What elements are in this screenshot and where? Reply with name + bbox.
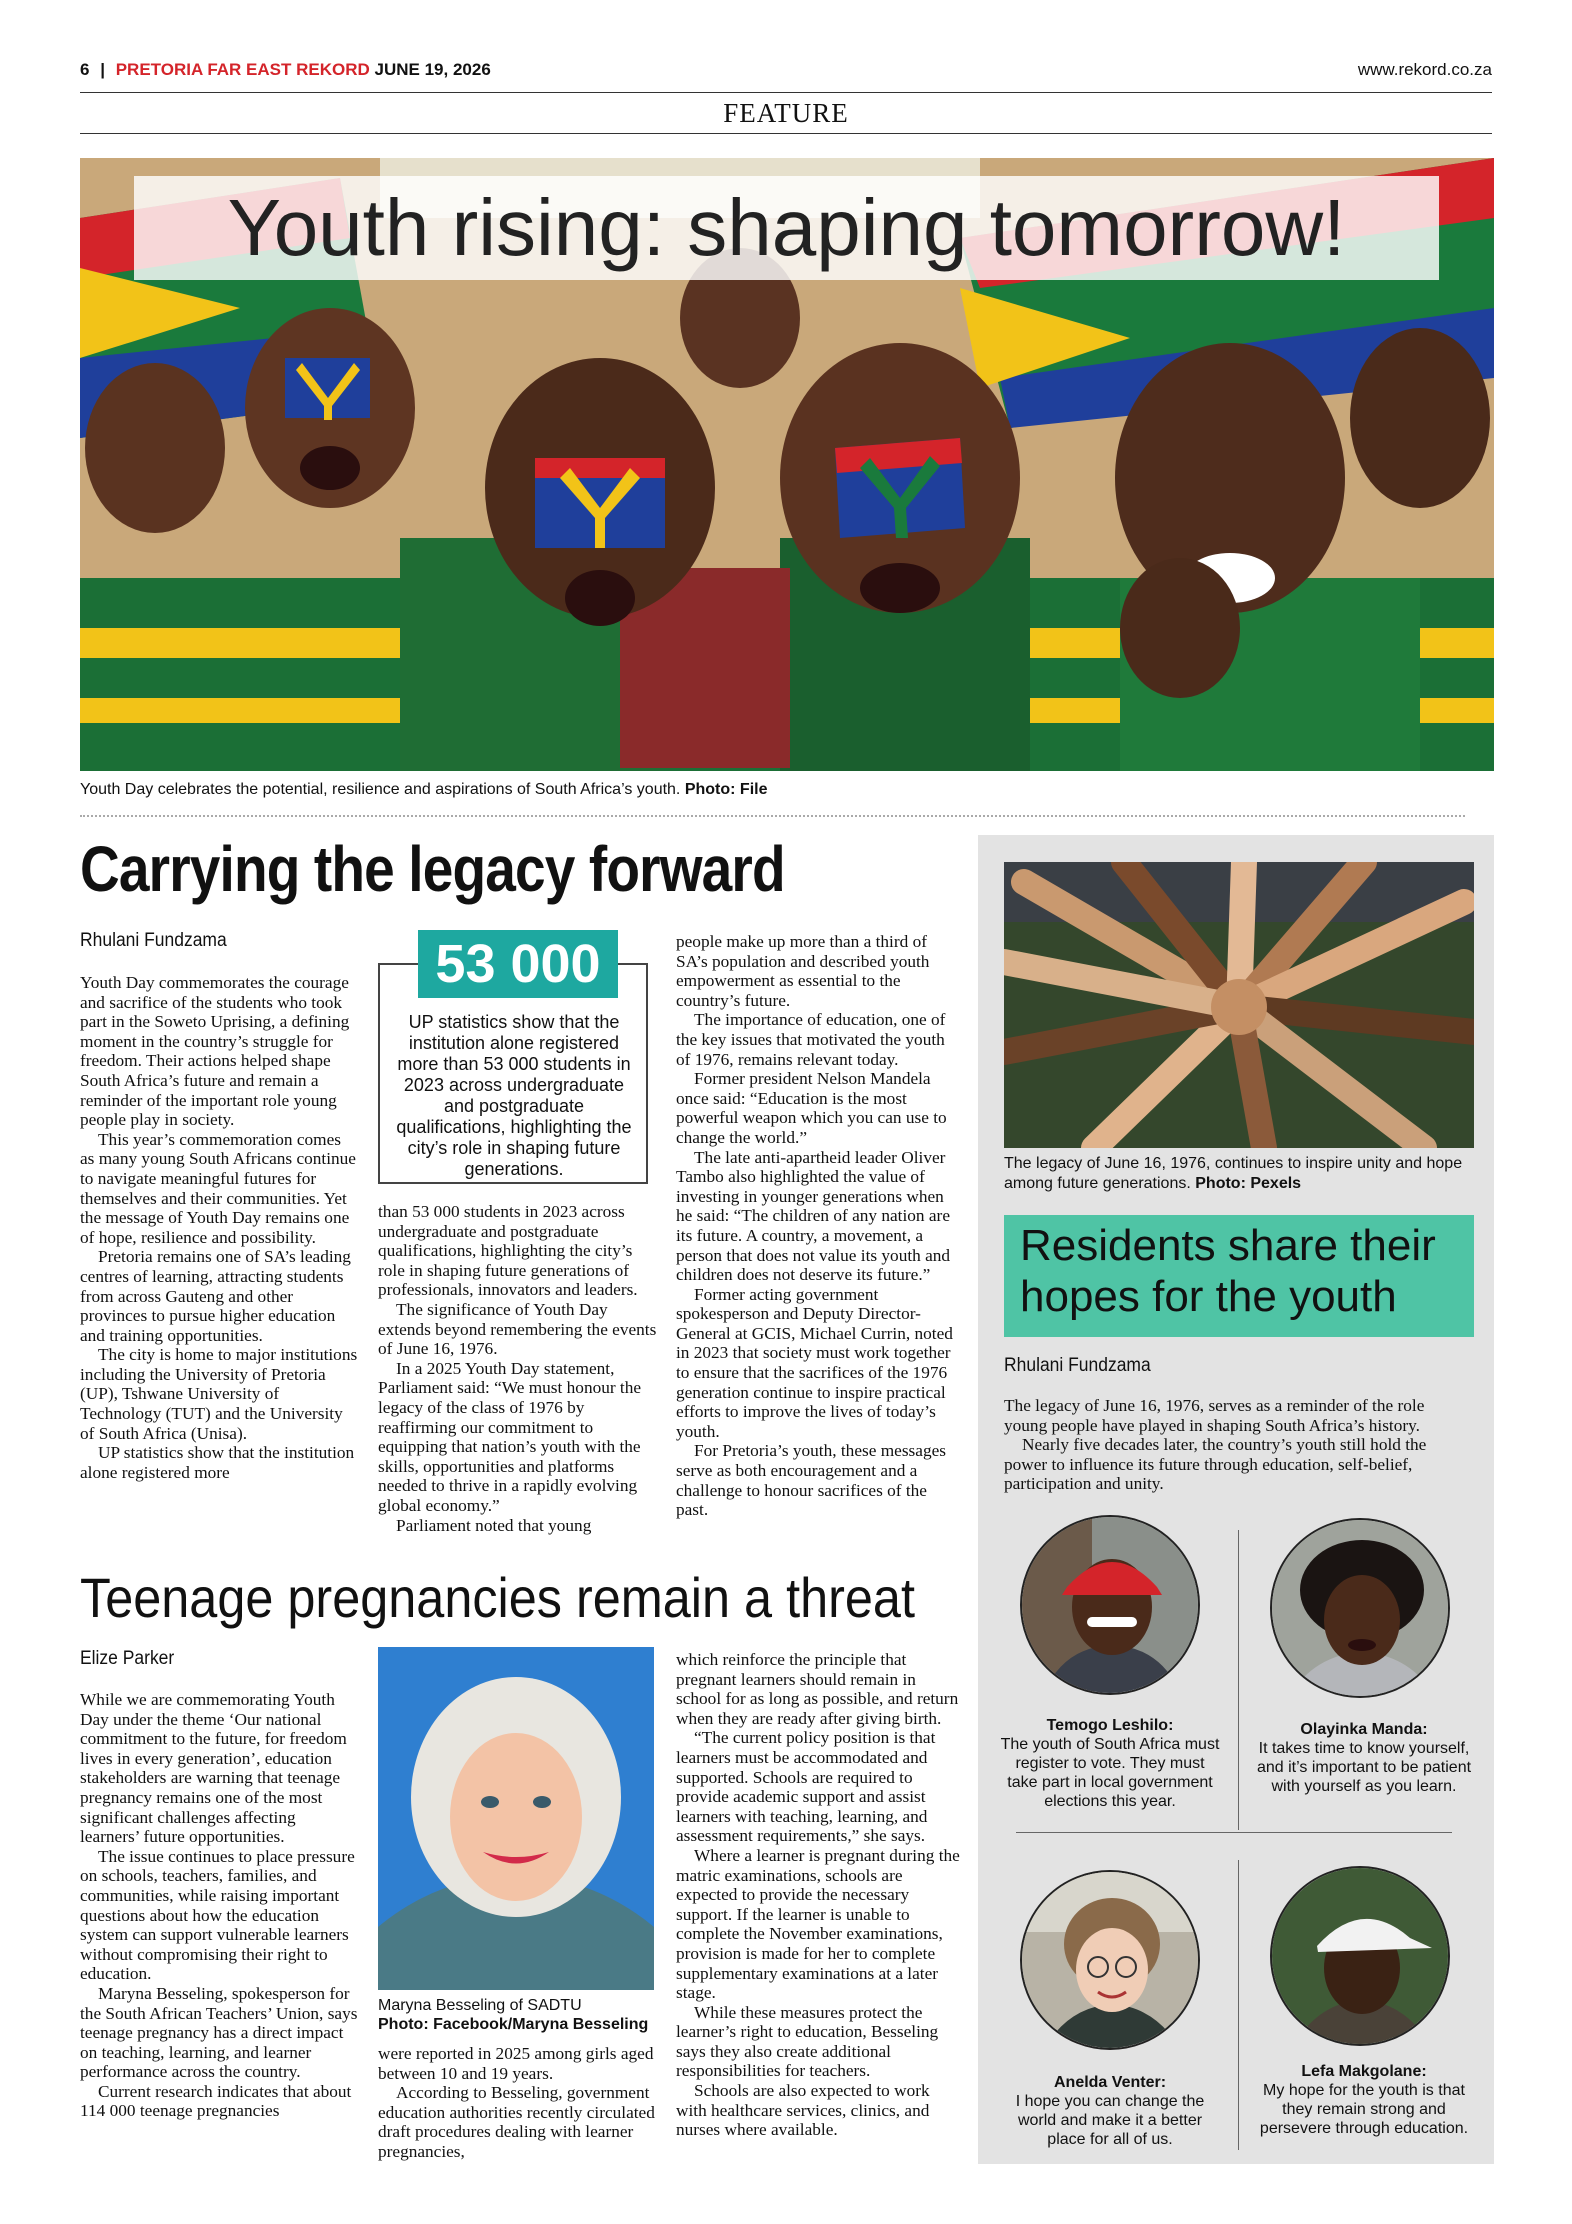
paragraph: The importance of education, one of the key issues that motivated the youth of 1976, remains relevant today. xyxy=(676,1010,946,1069)
paragraph: While these measures protect the learner’s right to education, Besseling says they also create additional responsibilities for teachers. xyxy=(676,2002,939,2081)
paragraph: The issue continues to place pressure on schools, teachers, families, and communities, while raising important questions about how the education system can support vulnerable learners without compromising their right to education. xyxy=(80,1846,355,1984)
main-byline: Rhulani Fundzama xyxy=(80,930,227,951)
besseling-caption-text: Maryna Besseling of SADTU xyxy=(378,1997,582,2014)
resident-name: Lefa Makgolane: xyxy=(1301,2063,1427,2080)
teen-column-1 xyxy=(80,1690,358,2121)
hero-caption-text: Youth Day celebrates the potential, resilience and aspirations of South Africa’s youth. xyxy=(80,781,681,798)
residents-byline: Rhulani Fundzama xyxy=(1004,1355,1151,1376)
paragraph: UP statistics show that the institution alone registered more xyxy=(80,1443,355,1482)
hero-caption xyxy=(80,781,767,799)
hands-caption-text: The legacy of June 16, 1976, continues to inspire unity and hope among future generations. xyxy=(1004,1155,1463,1192)
paragraph: This year’s commemoration comes as many young South Africans continue to navigate meaningful futures for themselves and their communities. Yet the message of Youth Day remains one of hope, resilience and possibility. xyxy=(80,1129,356,1247)
residents-intro xyxy=(1004,1396,1466,1494)
issue-date: JUNE 19, 2026 xyxy=(374,60,491,79)
quote-olayinka-manda xyxy=(1254,1720,1474,1796)
paragraph: In a 2025 Youth Day statement, Parliament said: “We must honour the legacy of the class of 1976 by reaffirming our commitment to equipping that nation’s youth with the skills, opportunities and platforms needed to thrive in a rapidly evolving global economy.” xyxy=(378,1358,642,1515)
avatar-lefa-makgolane xyxy=(1270,1866,1450,2046)
hero-caption-credit: Photo: File xyxy=(684,781,768,798)
residents-headline: Residents share their hopes for the youth xyxy=(1020,1221,1436,1321)
resident-name: Olayinka Manda: xyxy=(1300,1721,1428,1738)
portrait-illustration xyxy=(1022,1872,1200,2050)
portrait-illustration xyxy=(1272,1868,1450,2046)
quote-temogo-leshilo xyxy=(1000,1716,1220,1811)
main-headline: Carrying the legacy forward xyxy=(80,833,785,905)
paragraph: The significance of Youth Day extends beyond remembering the events of June 16, 1976. xyxy=(378,1299,657,1359)
resident-name: Anelda Venter: xyxy=(1053,2074,1167,2091)
paragraph: The late anti-apartheid leader Oliver Tambo also highlighted the value of investing in younger generations when he said: “The children of any nation are its future. A country, a movement, a person that does not value its youth and children does not deserve its future.” xyxy=(676,1147,951,1285)
main-column-1 xyxy=(80,973,358,1482)
paragraph: Nearly five decades later, the country’s youth still hold the power to influence its future through education, self-belief, participation and unity. xyxy=(1004,1435,1427,1494)
paragraph: people make up more than a third of SA’s population and described youth empowerment as essential to the country’s future. xyxy=(676,932,930,1010)
page-header-left xyxy=(80,60,491,80)
hands-photo-caption xyxy=(1004,1154,1474,1194)
hands-caption-credit: Photo: Pexels xyxy=(1195,1175,1302,1192)
paragraph: According to Besseling, government education authorities recently circulated draft procedures dealing with learner pregnancies, xyxy=(378,2083,655,2161)
paragraph: which reinforce the principle that pregnant learners should remain in school for as long as possible, and return when they are ready after giving birth. xyxy=(676,1650,959,1728)
teen-headline: Teenage pregnancies remain a threat xyxy=(80,1566,915,1629)
paragraph: The city is home to major institutions including the University of Pretoria (UP), Tshwane University of Technology (TUT) and the University of South Africa (Unisa). xyxy=(80,1345,358,1443)
header-rule xyxy=(80,92,1492,93)
paragraph: were reported in 2025 among girls aged between 10 and 19 years. xyxy=(378,2044,654,2083)
besseling-caption xyxy=(378,1996,668,2034)
paragraph: “The current policy position is that learners must be accommodated and supported. Schools are required to provide academic support and assist learners with teaching, learning, and assessment requirements,” she says. xyxy=(676,1728,936,1846)
portrait-illustration xyxy=(1022,1517,1200,1695)
portrait-divider-vertical xyxy=(1238,1530,1239,1830)
avatar-temogo-leshilo xyxy=(1020,1515,1200,1695)
header-rule-bottom xyxy=(80,133,1492,134)
page-number: 6 xyxy=(80,60,90,79)
resident-quote: I hope you can change the world and make it a better place for all of us. xyxy=(1015,2093,1205,2148)
paragraph: Youth Day commemorates the courage and sacrifice of the students who took part in the Soweto Uprising, a defining moment in the country’s struggle for freedom. Their actions helped shape South Africa’s future and remain a reminder of the important role young people play in society. xyxy=(80,973,350,1130)
website-link[interactable]: www.rekord.co.za xyxy=(1357,60,1492,79)
section-divider xyxy=(80,815,1465,817)
paragraph: For Pretoria’s youth, these messages serve as both encouragement and a challenge to honour sacrifices of the past. xyxy=(676,1441,946,1520)
main-column-3 xyxy=(676,932,960,1520)
resident-quote: My hope for the youth is that they remain strong and persevere through education. xyxy=(1259,2082,1469,2137)
paragraph: Maryna Besseling, spokesperson for the South African Teachers’ Union, says teenage pregnancy has a direct impact on teaching, learning, and learner performance across the country. xyxy=(80,1983,358,2082)
avatar-olayinka-manda xyxy=(1270,1518,1450,1698)
teen-column-2 xyxy=(378,2044,658,2162)
paragraph: than 53 000 students in 2023 across undergraduate and postgraduate qualifications, highlighting the city’s role in shaping future generations of professionals, innovators and leaders. xyxy=(378,1202,638,1300)
besseling-illustration xyxy=(378,1647,654,1990)
paragraph: Former president Nelson Mandela once said: “Education is the most powerful weapon which you can use to change the world.” xyxy=(676,1069,947,1147)
teen-column-3 xyxy=(676,1650,960,2140)
paragraph: Current research indicates that about 114 000 teenage pregnancies xyxy=(80,2081,352,2121)
stat-number: 53 000 xyxy=(435,934,601,994)
paragraph: Former acting government spokesperson and Deputy Director-General at GCIS, Michael Currin, noted in 2023 that society must work together to ensure that the sacrifices of the 1976 generation continue to inspire practical efforts to improve the lives of today’s youth. xyxy=(676,1284,953,1441)
avatar-anelda-venter xyxy=(1020,1870,1200,2050)
paragraph: Pretoria remains one of SA’s leading centres of learning, attracting students from across Gauteng and other provinces to pursue higher education and training opportunities. xyxy=(80,1247,351,1345)
section-label: FEATURE xyxy=(723,98,849,128)
resident-quote: The youth of South Africa must register to vote. They must take part in local government elections this year. xyxy=(1000,1736,1220,1810)
hands-photo xyxy=(1004,862,1474,1148)
hands-illustration xyxy=(1004,862,1474,1148)
main-column-2 xyxy=(378,1202,658,1535)
paragraph: Parliament noted that young xyxy=(396,1515,592,1535)
teen-byline: Elize Parker xyxy=(80,1648,175,1669)
portrait-divider-horizontal xyxy=(1016,1832,1452,1833)
quote-anelda-venter xyxy=(1000,2073,1220,2149)
stat-text: UP statistics show that the institution alone registered more than 53 000 students in 2023 across undergraduate and postgraduate qualifications, highlighting the city’s role in shaping future generations. xyxy=(396,1012,632,1179)
publication-name: PRETORIA FAR EAST REKORD xyxy=(115,60,370,79)
header-separator: | xyxy=(100,60,105,79)
portrait-divider-vertical-lower xyxy=(1238,1860,1239,2150)
portrait-illustration xyxy=(1272,1520,1450,1698)
quote-lefa-makgolane xyxy=(1254,2062,1474,2138)
besseling-photo xyxy=(378,1647,654,1990)
hero-title: Youth rising: shaping tomorrow! xyxy=(227,183,1346,272)
paragraph: While we are commemorating Youth Day under the theme ‘Our national commitment to the future, for freedom lives in every generation’, education stakeholders are warning that teenage pregnancy remains one of the most significant challenges affecting learners’ future opportunities. xyxy=(80,1690,347,1847)
paragraph: The legacy of June 16, 1976, serves as a reminder of the role young people have played in shaping South Africa’s history. xyxy=(1004,1396,1425,1435)
paragraph: Where a learner is pregnant during the matric examinations, schools are expected to provide the necessary support. If the learner is unable to complete the November examinations, provision is made for her to complete supplementary examinations at a later stage. xyxy=(676,1845,960,2003)
besseling-caption-credit: Photo: Facebook/Maryna Besseling xyxy=(378,2016,649,2033)
resident-quote: It takes time to know yourself, and it’s important to be patient with yourself as you learn. xyxy=(1256,1740,1472,1795)
resident-name: Temogo Leshilo: xyxy=(1046,1717,1174,1734)
paragraph: Schools are also expected to work with healthcare services, clinics, and nurses where available. xyxy=(676,2081,930,2140)
